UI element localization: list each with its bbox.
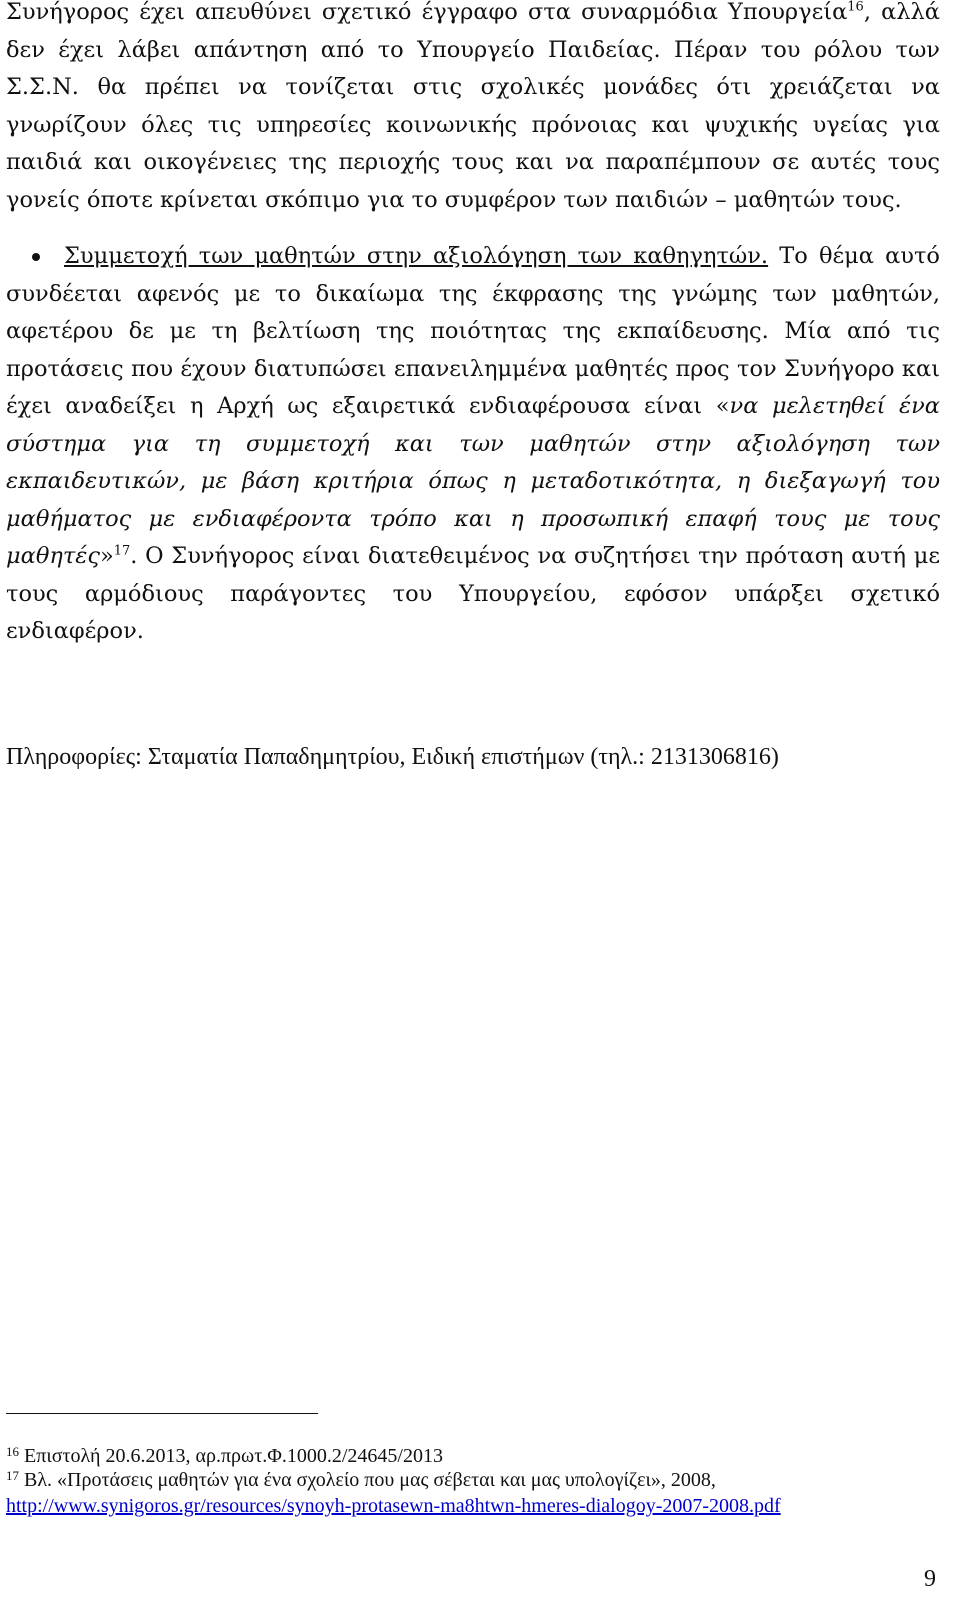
footnote-ref[interactable]: 16	[847, 0, 864, 15]
footnote-text: Βλ. «Προτάσεις μαθητών για ένα σχολείο που μας σέβεται και μας υπολογίζει», 2008,	[19, 1469, 716, 1491]
paragraph-text: Συνήγορος έχει απευθύνει σχετικό έγγραφο στα συναρμόδια Υπουργεία	[6, 0, 848, 25]
bullet-body-text: . Ο Συνήγορος είναι διατεθειμένος να συζητήσει την πρόταση αυτή με τους αρμόδιους παράγοντες του Υπουργείου, εφόσον υπάρξει σχετικό ενδιαφέρον.	[6, 543, 940, 644]
footnote-16	[6, 1443, 936, 1469]
page-number: 9	[924, 1566, 936, 1592]
body-paragraph	[6, 0, 940, 219]
footnote-ref[interactable]: 17	[113, 543, 131, 559]
bullet-body-text: Το θέμα αυτό συνδέεται αφενός με το δικαίωμα της έκφρασης της γνώμης των μαθητών, αφετέρου δε με τη βελτίωση της ποιότητας της εκπαίδευσης. Μία από τις προτάσεις που έχουν διατυπώσει επανειλημμένα μαθητές προς τον Συνήγορο και έχει αναδείξει η Αρχή ως εξαιρετικά ενδιαφέρουσα είναι «	[6, 243, 940, 419]
footnote-number: 16	[6, 1444, 19, 1459]
footnote-separator	[6, 1413, 318, 1414]
bullet-icon	[32, 253, 40, 261]
footnote-text: Επιστολή 20.6.2013, αρ.πρωτ.Φ.1000.2/24645/2013	[19, 1445, 443, 1467]
paragraph-text: , αλλά δεν έχει λάβει απάντηση από το Υπουργείο Παιδείας. Πέραν του ρόλου των Σ.Σ.Ν. θα πρέπει να τονίζεται στις σχολικές μονάδες ότι χρειάζεται να γνωρίζουν όλες τις υπηρεσίες κοινωνικής πρόνοιας και ψυχικής υγείας για παιδιά και οικογένειες της περιοχής τους και να παραπέμπουν σε αυτές τους γονείς όποτε κρίνεται σκόπιμο για το συμφέρον των παιδιών – μαθητών τους.	[6, 0, 940, 213]
bullet-text	[6, 238, 940, 651]
quoted-proposal: να μελετηθεί ένα σύστημα για τη συμμετοχή και των μαθητών στην αξιολόγηση των εκπαιδευτικών, με βάση κριτήρια όπως η μεταδοτικότητα, η διεξαγωγή του μαθήματος με ενδιαφέροντα τρόπο και η προσωπική επαφή τους με τους μαθητές	[6, 393, 940, 569]
bullet-paragraph	[6, 238, 940, 651]
quote-close: »	[99, 543, 114, 569]
footnote-17	[6, 1467, 936, 1519]
contact-info: Πληροφορίες: Σταματία Παπαδημητρίου, Ειδική επιστήμων (τηλ.: 2131306816)	[6, 744, 779, 770]
bullet-heading: Συμμετοχή των μαθητών στην αξιολόγηση των καθηγητών.	[64, 243, 769, 269]
footnote-link[interactable]: http://www.synigoros.gr/resources/synoyh-protasewn-ma8htwn-hmeres-dialogoy-2007-2008.pdf	[6, 1495, 781, 1517]
footnote-number: 17	[6, 1468, 19, 1483]
